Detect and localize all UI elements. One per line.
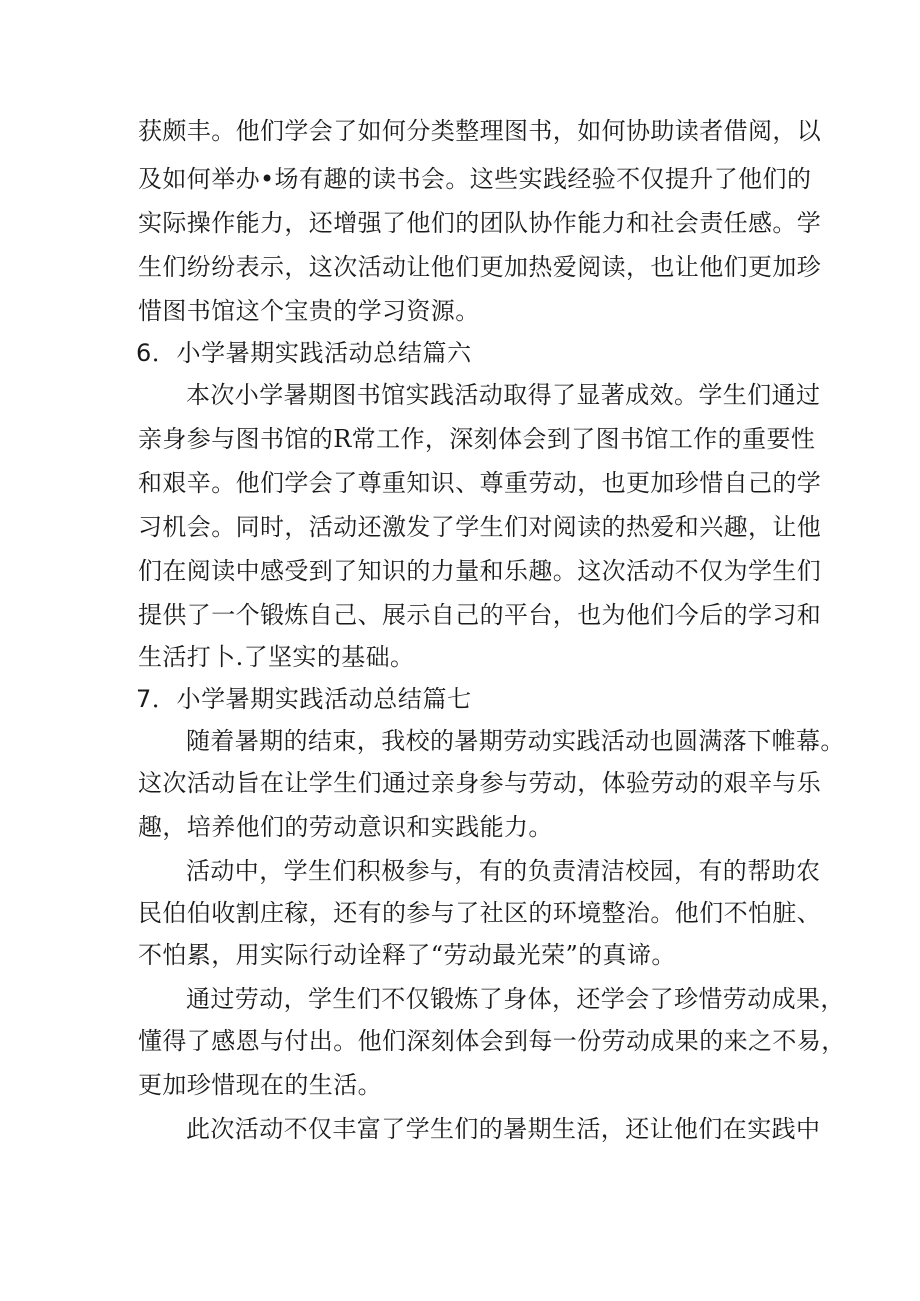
paragraph-line: 这次活动旨在让学生们通过亲身参与劳动，体验劳动的艰辛与乐: [138, 769, 822, 797]
paragraph-line: 实际操作能力，还增强了他们的团队协作能力和社会责任感。学: [138, 209, 822, 237]
paragraph-line: 趣，培养他们的劳动意识和实践能力。: [138, 813, 553, 841]
paragraph-line: 获颇丰。他们学会了如何分类整理图书，如何协助读者借阅，以: [138, 117, 822, 145]
paragraph-line: 生们纷纷表示，这次活动让他们更加热爱阅读，也让他们更加珍: [138, 253, 822, 281]
paragraph-line: 更加珍惜现在的生活。: [138, 1071, 382, 1099]
paragraph-line: 不怕累，用实际行动诠释了“劳动最光荣”的真谛。: [138, 941, 676, 969]
paragraph-line: 和艰辛。他们学会了尊重知识、尊重劳动，也更加珍惜自己的学: [138, 469, 822, 497]
paragraph-line: 亲身参与图书馆的R常工作，深刻体会到了图书馆工作的重要性: [138, 425, 816, 453]
paragraph-line: 懂得了感恩与付出。他们深刻体会到每一份劳动成果的来之不易，: [138, 1027, 846, 1055]
paragraph-line: 们在阅读中感受到了知识的力量和乐趣。这次活动不仅为学生们: [138, 557, 822, 585]
paragraph-line: 本次小学暑期图书馆实践活动取得了显著成效。学生们通过: [186, 381, 821, 409]
paragraph-line: 提供了一个锻炼自己、展示自己的平台，也为他们今后的学习和: [138, 601, 822, 629]
paragraph-line: 及如何举办•场有趣的读书会。这些实践经验不仅提升了他们的: [138, 165, 812, 193]
paragraph-line: 民伯伯收割庄稼，还有的参与了社区的环境整治。他们不怕脏、: [138, 899, 822, 927]
paragraph-line: 活动中，学生们积极参与，有的负责清洁校园，有的帮助农: [186, 857, 821, 885]
paragraph-line: 生活打卜.了坚实的基础。: [138, 643, 415, 671]
paragraph-line: 习机会。同时，活动还激发了学生们对阅读的热爱和兴趣，让他: [138, 513, 822, 541]
paragraph-line: 此次活动不仅丰富了学生们的暑期生活，还让他们在实践中: [186, 1115, 821, 1143]
paragraph-line: 惜图书馆这个宝贵的学习资源。: [138, 297, 480, 325]
paragraph-line: 通过劳动，学生们不仅锻炼了身体，还学会了珍惜劳动成果，: [186, 985, 845, 1013]
section-heading: 7．小学暑期实践活动总结篇七: [136, 685, 472, 713]
section-heading: 6．小学暑期实践活动总结篇六: [136, 339, 472, 367]
paragraph-line: 随着暑期的结束，我校的暑期劳动实践活动也圆满落下帷幕。: [186, 727, 845, 755]
